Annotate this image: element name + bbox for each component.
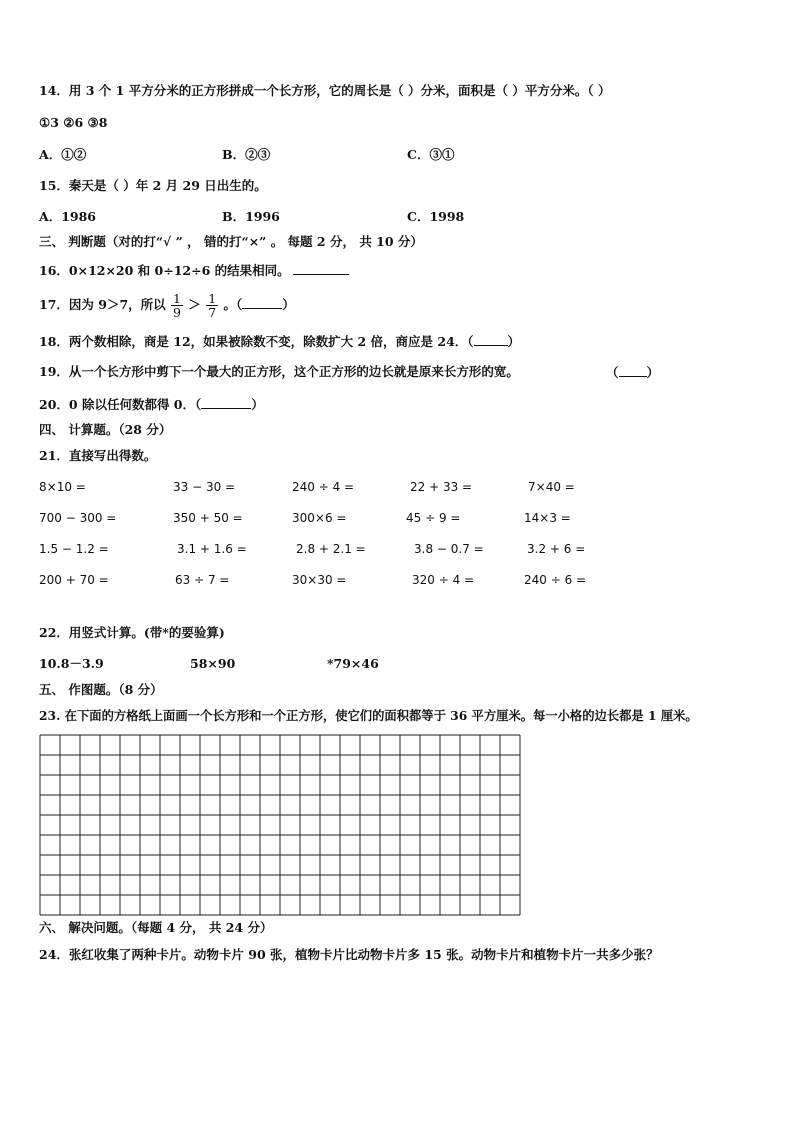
vertical-calc-item: 10.8－3.9 <box>39 656 104 671</box>
question-14: 14．用 3 个 1 平方分米的正方形拼成一个长方形，它的周长是（ ）分米，面积是（ ）平方分米。（ ） <box>39 83 611 98</box>
calc-item: 3.2 + 6 = <box>527 542 586 556</box>
question-16-text: 16．0×12×20 和 0÷12÷6 的结果相同。 <box>39 263 290 278</box>
calc-item: 14×3 = <box>524 511 571 525</box>
calc-item: 7×40 = <box>528 480 575 494</box>
question-17 <box>39 290 295 320</box>
question-19-answer <box>606 364 659 381</box>
fraction-one-ninth <box>171 292 183 319</box>
question-17-prefix: 17．因为 9＞7，所以 <box>39 297 166 312</box>
section-6-heading: 六、 解决问题。（每题 4 分， 共 24 分） <box>39 920 273 935</box>
question-15: 15．秦天是（ ）年 2 月 29 日出生的。 <box>39 178 267 193</box>
question-21-title: 21．直接写出得数。 <box>39 448 157 463</box>
question-23: 23. 在下面的方格纸上面画一个长方形和一个正方形，使它们的面积都等于 36 平方厘米。每一小格的边长都是 1 厘米。 <box>39 708 698 723</box>
fraction-denominator: 9 <box>173 305 181 320</box>
question-19-close: ） <box>646 365 660 380</box>
fraction-one-seventh <box>206 292 218 319</box>
question-19 <box>39 364 519 380</box>
question-14-option-c[interactable]: C．③① <box>407 147 455 162</box>
calc-item: 63 ÷ 7 = <box>175 573 230 587</box>
answer-blank[interactable] <box>293 262 349 275</box>
calc-item: 2.8 + 2.1 = <box>296 542 366 556</box>
question-15-option-b[interactable]: B．1996 <box>222 209 280 224</box>
question-20-close: ） <box>251 397 264 412</box>
greater-than-sign: ＞ <box>188 297 201 312</box>
question-15-option-a[interactable]: A．1986 <box>39 209 96 224</box>
calc-item: 22 + 33 = <box>410 480 473 494</box>
question-19-text: 19．从一个长方形中剪下一个最大的正方形，这个正方形的边长就是原来长方形的宽。 <box>39 364 519 379</box>
calc-item: 240 ÷ 6 = <box>524 573 587 587</box>
question-24: 24．张红收集了两种卡片。动物卡片 90 张，植物卡片比动物卡片多 15 张。动物卡片和植物卡片一共多少张？ <box>39 947 659 962</box>
question-20-text: 20．0 除以任何数都得 0．（ <box>39 397 202 412</box>
answer-blank[interactable] <box>619 364 647 377</box>
question-19-open: （ <box>606 365 619 380</box>
question-18-text: 18．两个数相除，商是 12，如果被除数不变，除数扩大 2 倍，商应是 24．（ <box>39 334 474 349</box>
question-14-option-b[interactable]: B．②③ <box>222 147 271 162</box>
grid-paper[interactable] <box>39 734 521 920</box>
question-18 <box>39 333 520 350</box>
question-17-suffix: 。（ <box>223 297 243 312</box>
grid-svg[interactable] <box>39 734 521 916</box>
question-14-choices: ①3 ②6 ③8 <box>39 115 108 130</box>
calc-item: 320 ÷ 4 = <box>412 573 475 587</box>
calc-item: 300×6 = <box>292 511 347 525</box>
vertical-calc-item: 58×90 <box>190 656 236 671</box>
calc-item: 350 + 50 = <box>173 511 243 525</box>
calc-item: 45 ÷ 9 = <box>406 511 461 525</box>
question-16 <box>39 262 349 279</box>
question-20 <box>39 396 264 413</box>
question-15-option-c[interactable]: C．1998 <box>407 209 465 224</box>
calc-item: 3.8 − 0.7 = <box>414 542 484 556</box>
fraction-numerator: 1 <box>208 291 217 306</box>
question-22-title: 22．用竖式计算。(带*的要验算) <box>39 625 225 640</box>
calc-item: 240 ÷ 4 = <box>292 480 355 494</box>
question-14-option-a[interactable]: A．①② <box>39 147 87 162</box>
fraction-numerator: 1 <box>173 291 181 306</box>
calc-item: 3.1 + 1.6 = <box>177 542 247 556</box>
calc-item: 200 + 70 = <box>39 573 109 587</box>
question-17-close: ） <box>282 297 295 312</box>
answer-blank[interactable] <box>201 396 251 409</box>
section-5-heading: 五、 作图题。（8 分） <box>39 682 163 697</box>
vertical-calc-item: *79×46 <box>327 656 379 671</box>
section-4-heading: 四、 计算题。（28 分） <box>39 422 172 437</box>
calc-item: 30×30 = <box>292 573 347 587</box>
calc-item: 33 − 30 = <box>173 480 236 494</box>
calc-item: 1.5 − 1.2 = <box>39 542 109 556</box>
answer-blank[interactable] <box>474 333 508 346</box>
calc-item: 700 − 300 = <box>39 511 117 525</box>
section-3-heading: 三、 判断题（对的打“√ ” ， 错的打“×” 。 每题 2 分， 共 10 分） <box>39 234 423 249</box>
calc-item: 8×10 = <box>39 480 86 494</box>
answer-blank[interactable] <box>242 296 282 309</box>
fraction-denominator: 7 <box>208 305 217 320</box>
question-18-close: ） <box>507 334 521 349</box>
